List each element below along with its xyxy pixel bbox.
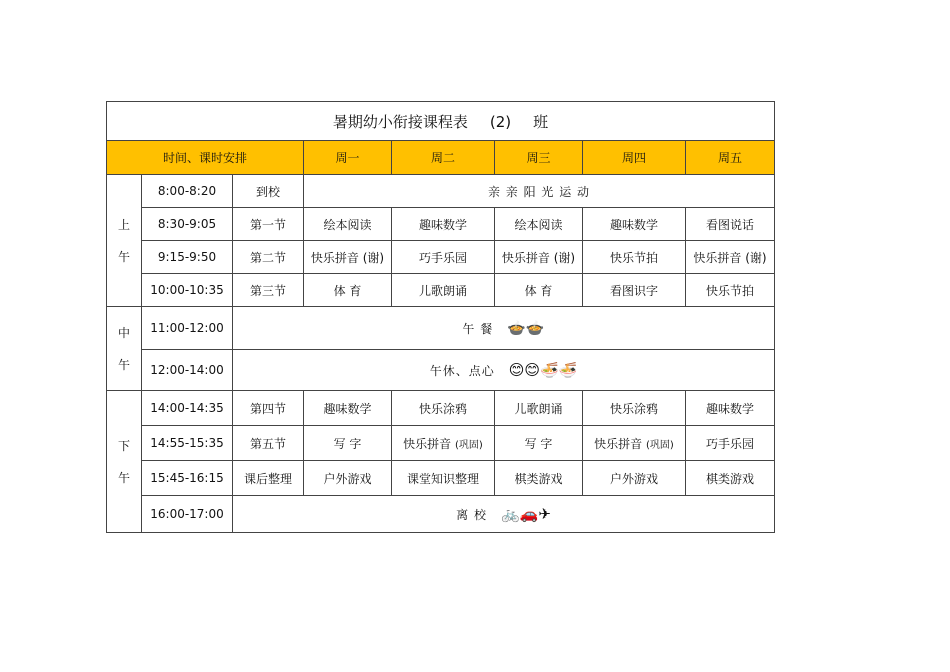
time-header: 时间、课时安排 [107,141,304,175]
class-cell: 趣味数学 [392,208,495,241]
class-cell: 巧手乐园 [686,426,775,461]
header-row [107,141,775,175]
class-cell: 快乐拼音 (谢) [304,241,392,274]
time-cell: 8:00-8:20 [142,175,233,208]
class-cell: 绘本阅读 [304,208,392,241]
class-cell [583,426,686,461]
table-row [107,241,775,274]
table-row [107,208,775,241]
table-row [107,426,775,461]
time-cell: 10:00-10:35 [142,274,233,307]
session-cell: 第四节 [233,391,304,426]
table-row [107,307,775,350]
period-char: 中 [117,325,130,340]
day-header-tue: 周二 [392,141,495,175]
class-text: 快乐拼音 [403,436,452,451]
class-cell: 写 字 [304,426,392,461]
class-cell: 体 育 [304,274,392,307]
period-char: 午 [117,470,130,485]
class-cell: 看图识字 [583,274,686,307]
day-header-fri: 周五 [686,141,775,175]
table-row [107,496,775,533]
class-cell: 快乐拼音 (谢) [495,241,583,274]
class-cell: 绘本阅读 [495,208,583,241]
period-afternoon [107,391,142,533]
class-cell: 体 育 [495,274,583,307]
time-cell: 14:00-14:35 [142,391,233,426]
class-cell: 棋类游戏 [686,461,775,496]
activity-text: 午 餐 [462,322,494,336]
table-row [107,350,775,391]
schedule-table [106,101,775,533]
period-char: 下 [117,438,130,453]
time-cell: 15:45-16:15 [142,461,233,496]
table-row [107,391,775,426]
period-noon [107,307,142,391]
class-cell: 户外游戏 [583,461,686,496]
session-cell: 到校 [233,175,304,208]
table-title [107,102,775,141]
class-note: (巩固) [646,439,674,451]
time-cell: 9:15-9:50 [142,241,233,274]
activity-text: 亲 亲 阳 光 运 动 [487,184,591,199]
period-char: 午 [117,357,130,372]
time-cell: 12:00-14:00 [142,350,233,391]
class-note: (巩固) [455,439,483,451]
class-cell: 快乐拼音 (谢) [686,241,775,274]
vehicle-icon: 🚲🚗✈ [500,505,551,523]
title-text: 暑期幼小衔接课程表 [332,112,468,131]
title-row [107,102,775,141]
day-header-wed: 周三 [495,141,583,175]
class-cell: 快乐涂鸦 [392,391,495,426]
activity-text: 离 校 [456,508,487,522]
bowl-icon: 🍲🍲 [507,319,545,337]
session-cell: 第二节 [233,241,304,274]
class-cell: 户外游戏 [304,461,392,496]
class-text: 快乐拼音 [594,436,643,451]
time-cell: 11:00-12:00 [142,307,233,350]
session-cell: 第一节 [233,208,304,241]
table-row [107,274,775,307]
period-char: 午 [117,249,130,264]
table-row [107,461,775,496]
time-cell: 16:00-17:00 [142,496,233,533]
time-cell: 14:55-15:35 [142,426,233,461]
snack-icon: 😊😊🍜🍜 [508,361,578,379]
time-cell: 8:30-9:05 [142,208,233,241]
day-header-thu: 周四 [583,141,686,175]
class-cell: 趣味数学 [304,391,392,426]
day-header-mon: 周一 [304,141,392,175]
class-cell: 快乐涂鸦 [583,391,686,426]
activity-text: 午休、点心 [429,364,495,378]
class-cell [392,426,495,461]
class-cell: 看图说话 [686,208,775,241]
class-cell: 儿歌朗诵 [495,391,583,426]
class-cell: 快乐节拍 [686,274,775,307]
class-cell: 写 字 [495,426,583,461]
class-cell: 趣味数学 [583,208,686,241]
merged-activity [233,496,775,533]
session-cell: 第五节 [233,426,304,461]
merged-activity [233,350,775,391]
session-cell: 第三节 [233,274,304,307]
merged-activity [304,175,775,208]
class-cell: 趣味数学 [686,391,775,426]
merged-activity [233,307,775,350]
class-word: 班 [533,112,549,131]
table-row [107,175,775,208]
class-cell: 快乐节拍 [583,241,686,274]
class-cell: 儿歌朗诵 [392,274,495,307]
class-cell: 巧手乐园 [392,241,495,274]
period-char: 上 [117,217,130,232]
session-cell: 课后整理 [233,461,304,496]
class-cell: 棋类游戏 [495,461,583,496]
class-cell: 课堂知识整理 [392,461,495,496]
class-number: (2) [489,112,512,131]
period-morning [107,175,142,307]
